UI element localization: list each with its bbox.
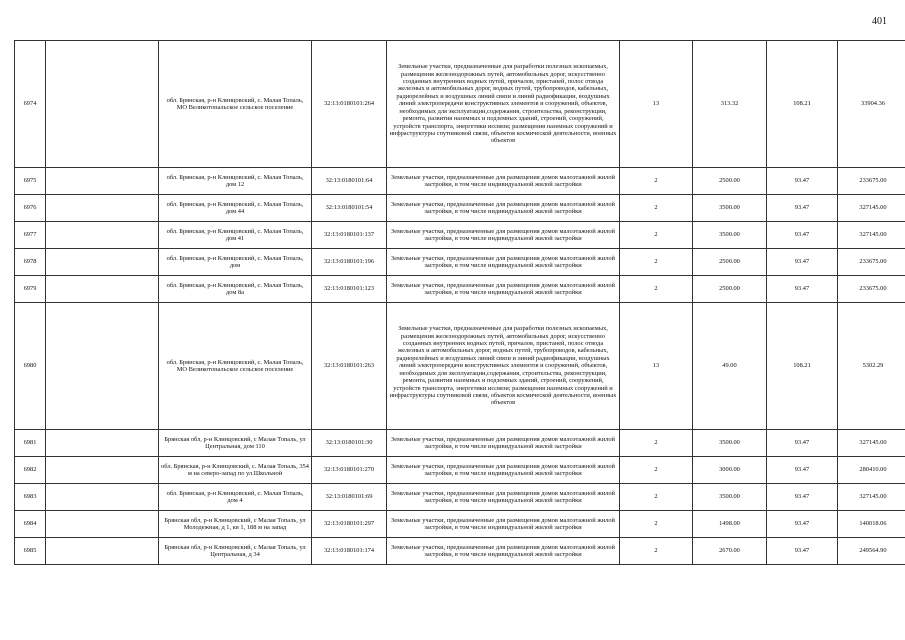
rate-cell: 108.21 bbox=[767, 303, 838, 430]
address-cell: обл. Брянская, р-н Клинцовский, с. Малая Топаль, МО Великотопальское сельское поселение bbox=[159, 303, 312, 430]
category-number: 2 bbox=[620, 249, 693, 276]
land-registry-table bbox=[14, 40, 905, 565]
area-cell: 3500.00 bbox=[693, 195, 767, 222]
address-cell: Брянская обл, р-н Клинцовский, с Малая Топаль, ул Центральная, д 34 bbox=[159, 538, 312, 565]
empty-cell bbox=[46, 168, 159, 195]
table-row bbox=[15, 276, 905, 303]
category-number: 2 bbox=[620, 195, 693, 222]
address-cell: обл. Брянская, р-н Клинцовский, с. Малая Топаль, дом 8а bbox=[159, 276, 312, 303]
land-use-cell: Земельные участки, предназначенные для размещения домов малоэтажной жилой застройки, в том числе индивидуальной жилой застройки bbox=[387, 222, 620, 249]
cadastral-number: 32:13:0180101:64 bbox=[312, 168, 387, 195]
land-use-cell: Земельные участки, предназначенные для размещения домов малоэтажной жилой застройки, в том числе индивидуальной жилой застройки bbox=[387, 276, 620, 303]
value-cell: 327145.00 bbox=[838, 195, 905, 222]
row-id: 6983 bbox=[15, 484, 46, 511]
value-cell: 280410.00 bbox=[838, 457, 905, 484]
row-id: 6985 bbox=[15, 538, 46, 565]
category-number: 2 bbox=[620, 276, 693, 303]
land-use-cell: Земельные участки, предназначенные для размещения домов малоэтажной жилой застройки, в том числе индивидуальной жилой застройки bbox=[387, 511, 620, 538]
category-number: 2 bbox=[620, 430, 693, 457]
rate-cell: 93.47 bbox=[767, 511, 838, 538]
row-id: 6976 bbox=[15, 195, 46, 222]
rate-cell: 93.47 bbox=[767, 276, 838, 303]
cadastral-number: 32:13:0180101:270 bbox=[312, 457, 387, 484]
address-cell: обл. Брянская, р-н Клинцовский, с. Малая Топаль, МО Великотопальское сельское поселение bbox=[159, 41, 312, 168]
value-cell: 140018.06 bbox=[838, 511, 905, 538]
cadastral-number: 32:13:0180101:174 bbox=[312, 538, 387, 565]
row-id: 6975 bbox=[15, 168, 46, 195]
land-use-cell: Земельные участки, предназначенные для размещения домов малоэтажной жилой застройки, в том числе индивидуальной жилой застройки bbox=[387, 249, 620, 276]
value-cell: 327145.00 bbox=[838, 484, 905, 511]
empty-cell bbox=[46, 276, 159, 303]
row-id: 6984 bbox=[15, 511, 46, 538]
cadastral-number: 32:13:0180101:54 bbox=[312, 195, 387, 222]
area-cell: 2670.00 bbox=[693, 538, 767, 565]
rate-cell: 93.47 bbox=[767, 249, 838, 276]
land-use-cell: Земельные участки, предназначенные для размещения домов малоэтажной жилой застройки, в том числе индивидуальной жилой застройки bbox=[387, 457, 620, 484]
area-cell: 2500.00 bbox=[693, 168, 767, 195]
rate-cell: 93.47 bbox=[767, 222, 838, 249]
rate-cell: 93.47 bbox=[767, 538, 838, 565]
empty-cell bbox=[46, 249, 159, 276]
cadastral-number: 32:13:0180101:123 bbox=[312, 276, 387, 303]
address-cell: обл. Брянская, р-н Клинцовский, с. Малая Топаль, дом 41 bbox=[159, 222, 312, 249]
area-cell: 313.32 bbox=[693, 41, 767, 168]
row-id: 6981 bbox=[15, 430, 46, 457]
row-id: 6982 bbox=[15, 457, 46, 484]
table-row bbox=[15, 41, 905, 168]
area-cell: 3500.00 bbox=[693, 484, 767, 511]
empty-cell bbox=[46, 484, 159, 511]
address-cell: обл. Брянская, р-н Клинцовский, с. Малая Топаль, дом 4 bbox=[159, 484, 312, 511]
value-cell: 5302.29 bbox=[838, 303, 905, 430]
row-id: 6974 bbox=[15, 41, 46, 168]
cadastral-number: 32:13:0180101:263 bbox=[312, 303, 387, 430]
table-row bbox=[15, 484, 905, 511]
address-cell: обл. Брянская, р-н Клинцовский, с. Малая Топаль, 354 м на северо-запад по ул.Школьной bbox=[159, 457, 312, 484]
address-cell: обл. Брянская, р-н Клинцовский, с. Малая Топаль, дом 44 bbox=[159, 195, 312, 222]
rate-cell: 93.47 bbox=[767, 195, 838, 222]
area-cell: 3500.00 bbox=[693, 222, 767, 249]
rate-cell: 93.47 bbox=[767, 168, 838, 195]
page-number: 401 bbox=[872, 16, 887, 27]
land-use-cell: Земельные участки, предназначенные для размещения домов малоэтажной жилой застройки, в том числе индивидуальной жилой застройки bbox=[387, 430, 620, 457]
cadastral-number: 32:13:0180101:137 bbox=[312, 222, 387, 249]
cadastral-number: 32:13:0180101:196 bbox=[312, 249, 387, 276]
empty-cell bbox=[46, 303, 159, 430]
table-row bbox=[15, 195, 905, 222]
empty-cell bbox=[46, 41, 159, 168]
value-cell: 33904.36 bbox=[838, 41, 905, 168]
row-id: 6979 bbox=[15, 276, 46, 303]
table-row bbox=[15, 222, 905, 249]
row-id: 6980 bbox=[15, 303, 46, 430]
land-use-cell: Земельные участки, предназначенные для размещения домов малоэтажной жилой застройки, в том числе индивидуальной жилой застройки bbox=[387, 484, 620, 511]
category-number: 13 bbox=[620, 303, 693, 430]
address-cell: Брянская обл, р-н Клинцовский, с Малая Топаль, ул Центральная, дом 110 bbox=[159, 430, 312, 457]
table-row bbox=[15, 511, 905, 538]
category-number: 2 bbox=[620, 484, 693, 511]
empty-cell bbox=[46, 222, 159, 249]
row-id: 6977 bbox=[15, 222, 46, 249]
empty-cell bbox=[46, 430, 159, 457]
area-cell: 2500.00 bbox=[693, 276, 767, 303]
area-cell: 3000.00 bbox=[693, 457, 767, 484]
table-row bbox=[15, 168, 905, 195]
area-cell: 3500.00 bbox=[693, 430, 767, 457]
category-number: 2 bbox=[620, 168, 693, 195]
cadastral-number: 32:13:0180101:297 bbox=[312, 511, 387, 538]
area-cell: 2500.00 bbox=[693, 249, 767, 276]
category-number: 13 bbox=[620, 41, 693, 168]
value-cell: 233675.00 bbox=[838, 276, 905, 303]
table-row bbox=[15, 303, 905, 430]
land-use-cell: Земельные участки, предназначенные для размещения домов малоэтажной жилой застройки, в том числе индивидуальной жилой застройки bbox=[387, 168, 620, 195]
area-cell: 49.00 bbox=[693, 303, 767, 430]
table-row bbox=[15, 538, 905, 565]
cadastral-number: 32:13:0180101:264 bbox=[312, 41, 387, 168]
value-cell: 327145.00 bbox=[838, 430, 905, 457]
address-cell: обл. Брянская, р-н Клинцовский, с. Малая Топаль, дом bbox=[159, 249, 312, 276]
address-cell: обл. Брянская, р-н Клинцовский, с. Малая Топаль, дом 12 bbox=[159, 168, 312, 195]
empty-cell bbox=[46, 511, 159, 538]
empty-cell bbox=[46, 538, 159, 565]
cadastral-number: 32:13:0180101:30 bbox=[312, 430, 387, 457]
category-number: 2 bbox=[620, 511, 693, 538]
land-use-cell: Земельные участки, предназначенные для разработки полезных ископаемых, размещения железнодорожных путей, автомобильных дорог, искусственно созданных внутренних водных путей, причалов, пристаней, полос отвода железных и автомобильных дорог, водных путей, трубопроводов, кабельных, радиорелейных и воздушных линий связи и линий радиофикации, воздушных линий электропередачи конструктивных элементов и сооружений, объектов, необходимых для эксплуатации,содержания, строительства, реконструкции, ремонта, развития наземных и подземных зданий, строений, сооружений, устройств транспорта, энергетики иссвязи; размещения наземных сооружений и инфраструктуры спутниковой связи, объектов космической деятельности, военных объектов bbox=[387, 303, 620, 430]
table-row bbox=[15, 430, 905, 457]
rate-cell: 93.47 bbox=[767, 430, 838, 457]
cadastral-number: 32:13:0180101:69 bbox=[312, 484, 387, 511]
category-number: 2 bbox=[620, 457, 693, 484]
row-id: 6978 bbox=[15, 249, 46, 276]
table-row bbox=[15, 457, 905, 484]
category-number: 2 bbox=[620, 222, 693, 249]
area-cell: 1498.00 bbox=[693, 511, 767, 538]
empty-cell bbox=[46, 195, 159, 222]
rate-cell: 93.47 bbox=[767, 457, 838, 484]
value-cell: 249564.90 bbox=[838, 538, 905, 565]
value-cell: 233675.00 bbox=[838, 168, 905, 195]
table-row bbox=[15, 249, 905, 276]
category-number: 2 bbox=[620, 538, 693, 565]
address-cell: Брянская обл, р-н Клинцовский, с Малая Топаль, ул Молодежная, д 1, кв 1, 188 м на запад bbox=[159, 511, 312, 538]
land-use-cell: Земельные участки, предназначенные для разработки полезных ископаемых, размещения железнодорожных путей, автомобильных дорог, искусственно созданных внутренних водных путей, причалов, пристаней, полос отвода железных и автомобильных дорог, водных путей, трубопроводов, кабельных, радиорелейных и воздушных линий связи и линий радиофикации, воздушных линий электропередачи конструктивных элементов и сооружений, объектов, необходимых для эксплуатации,содержания, строительства, реконструкции, ремонта, развития наземных и подземных зданий, строений, сооружений, устройств транспорта, энергетики иссвязи; размещения наземных сооружений и инфраструктуры спутниковой связи, объектов космической деятельности, военных объектов bbox=[387, 41, 620, 168]
value-cell: 327145.00 bbox=[838, 222, 905, 249]
rate-cell: 93.47 bbox=[767, 484, 838, 511]
land-use-cell: Земельные участки, предназначенные для размещения домов малоэтажной жилой застройки, в том числе индивидуальной жилой застройки bbox=[387, 538, 620, 565]
value-cell: 233675.00 bbox=[838, 249, 905, 276]
rate-cell: 108.21 bbox=[767, 41, 838, 168]
empty-cell bbox=[46, 457, 159, 484]
land-use-cell: Земельные участки, предназначенные для размещения домов малоэтажной жилой застройки, в том числе индивидуальной жилой застройки bbox=[387, 195, 620, 222]
